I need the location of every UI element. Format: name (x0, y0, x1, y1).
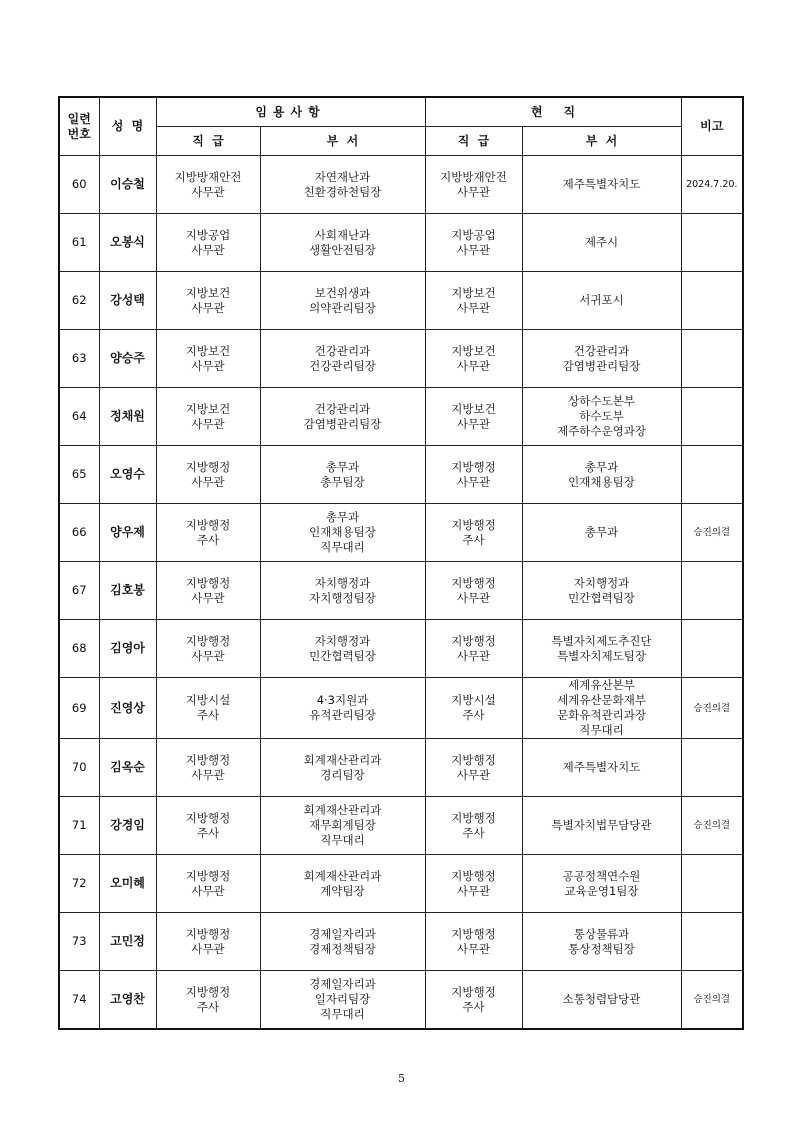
row-note (681, 272, 743, 330)
row-new-dept (260, 504, 425, 562)
row-cur-rank (425, 156, 522, 214)
row-cur-dept (522, 797, 681, 855)
table-row (59, 855, 743, 913)
row-new-dept-text: 회계재산관리과 경리팀장 (303, 752, 382, 782)
row-new-dept (260, 620, 425, 678)
row-new-rank-text: 지방시설 주사 (185, 693, 231, 722)
row-new-dept (260, 562, 425, 620)
row-new-rank (156, 388, 260, 446)
row-cur-dept-text: 서귀포시 (579, 293, 624, 307)
row-number (59, 678, 99, 739)
row-cur-dept (522, 913, 681, 971)
row-note (681, 913, 743, 971)
row-new-dept-text: 경제일자리과 경제정책팀장 (309, 926, 376, 956)
row-number-text: 62 (71, 293, 87, 307)
row-note (681, 971, 743, 1030)
row-cur-rank (425, 913, 522, 971)
header-note: 비고 (681, 97, 743, 156)
row-cur-rank-text: 지방행정 주사 (451, 517, 496, 547)
row-new-rank-text: 지방공업 사무관 (185, 227, 231, 257)
row-new-dept-text: 건강관리과 건강관리팀장 (309, 343, 376, 373)
row-cur-rank (425, 330, 522, 388)
row-name-text: 오미혜 (110, 876, 145, 890)
row-note (681, 388, 743, 446)
row-new-rank (156, 214, 260, 272)
row-new-rank (156, 739, 260, 797)
row-name-text: 오영수 (110, 467, 145, 481)
row-new-rank-text: 지방행정 사무관 (185, 459, 231, 489)
row-new-dept (260, 330, 425, 388)
row-cur-dept-text: 상하수도본부 하수도부 제주하수운영과장 (557, 394, 646, 438)
row-cur-dept-text: 총무과 (584, 525, 619, 539)
row-cur-rank-text: 지방행정 주사 (451, 810, 496, 840)
row-note-text: 승진의결 (693, 994, 731, 1005)
row-cur-rank (425, 388, 522, 446)
row-name (99, 797, 156, 855)
row-cur-dept-text: 건강관리과 감염병관리팀장 (562, 343, 641, 373)
row-number-text: 61 (71, 235, 87, 249)
row-cur-dept (522, 388, 681, 446)
row-new-rank-text: 지방행정 주사 (185, 517, 231, 547)
row-number (59, 214, 99, 272)
row-cur-dept (522, 330, 681, 388)
row-new-rank-text: 지방보건 사무관 (185, 343, 231, 373)
row-cur-dept-text: 제주시 (584, 235, 619, 249)
row-name-text: 김영아 (110, 641, 145, 655)
row-new-dept (260, 156, 425, 214)
row-note-text: 승진의결 (693, 702, 731, 714)
row-number (59, 971, 99, 1030)
row-cur-rank (425, 272, 522, 330)
row-number (59, 855, 99, 913)
row-cur-rank-text: 지방행정 사무관 (451, 459, 496, 489)
row-new-dept-text: 회계재산관리과 재무회계팀장 직무대리 (303, 803, 382, 847)
row-number (59, 272, 99, 330)
table-row (59, 620, 743, 678)
row-note-text: 2024.7.20. (686, 179, 738, 190)
row-new-dept-text: 자연재난과 친환경하천팀장 (303, 169, 382, 199)
header-cur-rank: 직 급 (425, 127, 522, 156)
row-number (59, 504, 99, 562)
row-cur-dept (522, 562, 681, 620)
row-cur-dept (522, 678, 681, 739)
row-new-dept-text: 보건위생과 의약관리팀장 (309, 285, 376, 315)
row-name-text: 양승주 (110, 351, 145, 365)
row-number-text: 63 (71, 351, 87, 365)
row-new-rank-text: 지방행정 사무관 (185, 633, 231, 663)
row-cur-dept-text: 자치행정과 민간협력팀장 (568, 575, 635, 605)
row-cur-rank (425, 971, 522, 1030)
row-cur-rank-text: 지방방재안전 사무관 (440, 169, 507, 199)
row-note (681, 678, 743, 739)
row-new-dept-text: 총무과 인재채용팀장 직무대리 (309, 510, 376, 554)
row-name-text: 김옥순 (110, 760, 145, 774)
header-current: 현 직 (425, 97, 681, 127)
table-row (59, 272, 743, 330)
row-number (59, 156, 99, 214)
row-name (99, 678, 156, 739)
row-name (99, 388, 156, 446)
row-new-rank-text: 지방방재안전 사무관 (174, 169, 242, 199)
row-cur-dept-text: 통상물류과 통상정책팀장 (568, 926, 635, 956)
row-new-rank-text: 지방행정 사무관 (185, 926, 231, 956)
row-number-text: 69 (71, 700, 87, 715)
row-cur-dept (522, 855, 681, 913)
row-name-text: 고민정 (110, 934, 145, 948)
row-cur-rank-text: 지방행정 사무관 (451, 926, 496, 956)
row-note (681, 156, 743, 214)
row-number-text: 70 (71, 760, 87, 774)
row-new-rank-text: 지방행정 사무관 (185, 868, 231, 898)
row-cur-rank-text: 지방행정 사무관 (451, 633, 496, 663)
table-row (59, 678, 743, 739)
row-cur-dept (522, 504, 681, 562)
row-number-text: 64 (71, 409, 87, 423)
table-row (59, 971, 743, 1030)
row-cur-dept-text: 총무과 인재채용팀장 (568, 459, 635, 489)
row-new-dept (260, 855, 425, 913)
row-number (59, 620, 99, 678)
row-note (681, 855, 743, 913)
header-new-rank: 직 급 (156, 127, 260, 156)
row-cur-rank (425, 214, 522, 272)
row-cur-rank (425, 855, 522, 913)
row-cur-rank (425, 678, 522, 739)
row-name (99, 971, 156, 1030)
row-cur-dept-text: 공공정책연수원 교육운영1팀장 (562, 868, 641, 898)
row-new-rank (156, 855, 260, 913)
row-note-text: 승진의결 (693, 820, 731, 831)
row-cur-dept-text: 특별자치제도추진단 특별자치제도팀장 (551, 633, 652, 663)
row-new-dept (260, 678, 425, 739)
row-cur-rank-text: 지방행정 사무관 (451, 868, 496, 898)
row-number-text: 72 (71, 876, 87, 890)
row-new-rank (156, 156, 260, 214)
row-new-rank (156, 504, 260, 562)
row-new-dept (260, 272, 425, 330)
table-row (59, 156, 743, 214)
header-appointment: 임용사항 (156, 97, 425, 127)
row-cur-rank-text: 지방행정 주사 (451, 984, 496, 1014)
row-number (59, 913, 99, 971)
table-row (59, 214, 743, 272)
row-name (99, 620, 156, 678)
row-name-text: 오봉식 (110, 235, 145, 249)
row-cur-dept (522, 620, 681, 678)
page-number: 5 (398, 1072, 405, 1085)
row-new-dept (260, 446, 425, 504)
row-cur-rank (425, 739, 522, 797)
row-name (99, 446, 156, 504)
row-new-rank (156, 272, 260, 330)
row-new-rank-text: 지방행정 사무관 (185, 575, 231, 605)
row-new-dept-text: 회계재산관리과 계약팀장 (303, 868, 382, 898)
row-new-dept-text: 건강관리과 감염병관리팀장 (303, 401, 382, 431)
row-name (99, 272, 156, 330)
row-new-dept (260, 913, 425, 971)
row-new-rank-text: 지방보건 사무관 (185, 285, 231, 315)
row-number-text: 60 (71, 177, 87, 191)
row-name (99, 156, 156, 214)
row-cur-rank-text: 지방시설 주사 (451, 693, 496, 722)
row-new-rank-text: 지방행정 사무관 (185, 752, 231, 782)
row-name (99, 739, 156, 797)
row-name (99, 504, 156, 562)
row-note (681, 739, 743, 797)
table-row (59, 330, 743, 388)
row-cur-dept-text: 제주특별자치도 (562, 177, 641, 191)
row-number-text: 65 (71, 467, 87, 481)
row-new-rank (156, 678, 260, 739)
row-new-rank-text: 지방행정 주사 (185, 810, 231, 840)
row-name-text: 진영상 (110, 700, 145, 715)
row-new-dept-text: 경제일자리과 일자리팀장 직무대리 (309, 977, 376, 1021)
row-cur-rank (425, 562, 522, 620)
row-note (681, 562, 743, 620)
row-number-text: 74 (71, 992, 87, 1006)
row-new-dept-text: 사회재난과 생활안전팀장 (309, 227, 376, 257)
row-note (681, 330, 743, 388)
row-number-text: 67 (71, 583, 87, 597)
row-cur-dept (522, 156, 681, 214)
row-name (99, 330, 156, 388)
row-name (99, 855, 156, 913)
row-new-rank (156, 330, 260, 388)
table-row (59, 797, 743, 855)
row-cur-dept-text: 소통청렴담당관 (562, 992, 641, 1006)
row-note (681, 446, 743, 504)
row-number (59, 388, 99, 446)
row-cur-rank-text: 지방보건 사무관 (451, 401, 496, 431)
header-cur-dept: 부 서 (522, 127, 681, 156)
row-cur-dept-text: 세계유산본부 세계유산문화재부 문화유적관리과장 직무대리 (557, 678, 646, 737)
table-row (59, 504, 743, 562)
row-number (59, 330, 99, 388)
table-row (59, 446, 743, 504)
row-name (99, 913, 156, 971)
row-cur-dept-text: 특별자치법무담당관 (551, 818, 652, 832)
row-cur-rank-text: 지방공업 사무관 (451, 227, 496, 257)
row-cur-rank-text: 지방보건 사무관 (451, 285, 496, 315)
row-note (681, 214, 743, 272)
row-name-text: 이승철 (110, 177, 145, 191)
row-new-rank (156, 971, 260, 1030)
row-note (681, 620, 743, 678)
row-note (681, 504, 743, 562)
row-new-dept (260, 214, 425, 272)
row-new-rank (156, 913, 260, 971)
header-name: 성 명 (99, 97, 156, 156)
row-name-text: 강성택 (110, 293, 145, 307)
row-cur-dept (522, 446, 681, 504)
row-cur-dept-text: 제주특별자치도 (562, 760, 641, 774)
row-cur-rank-text: 지방행정 사무관 (451, 575, 496, 605)
row-cur-rank (425, 446, 522, 504)
row-cur-rank-text: 지방보건 사무관 (451, 343, 496, 373)
row-name-text: 양우제 (110, 525, 145, 539)
row-new-rank (156, 797, 260, 855)
row-cur-rank (425, 620, 522, 678)
row-new-rank (156, 446, 260, 504)
row-new-dept (260, 971, 425, 1030)
row-cur-dept (522, 214, 681, 272)
row-name-text: 정채원 (110, 409, 145, 423)
row-number (59, 739, 99, 797)
table-row (59, 913, 743, 971)
row-name (99, 562, 156, 620)
row-cur-rank (425, 797, 522, 855)
header-seq: 일련 번호 (59, 97, 99, 156)
row-name-text: 강경임 (110, 818, 145, 832)
row-cur-dept (522, 739, 681, 797)
row-new-rank-text: 지방보건 사무관 (185, 401, 231, 431)
row-new-dept-text: 자치행정과 민간협력팀장 (309, 633, 376, 663)
row-new-dept-text: 4·3지원과 유적관리팀장 (309, 693, 376, 722)
row-number (59, 446, 99, 504)
row-number-text: 68 (71, 641, 87, 655)
row-cur-dept (522, 272, 681, 330)
row-note-text: 승진의결 (693, 527, 731, 538)
header-new-dept: 부 서 (260, 127, 425, 156)
row-name (99, 214, 156, 272)
row-number (59, 562, 99, 620)
row-new-rank (156, 620, 260, 678)
row-cur-rank (425, 504, 522, 562)
row-number-text: 71 (71, 818, 87, 832)
row-cur-dept (522, 971, 681, 1030)
row-new-rank-text: 지방행정 주사 (185, 984, 231, 1014)
row-number (59, 797, 99, 855)
row-name-text: 김호봉 (110, 583, 145, 597)
row-name-text: 고영찬 (110, 992, 145, 1006)
row-note (681, 797, 743, 855)
row-number-text: 66 (71, 525, 87, 539)
row-new-dept-text: 총무과 총무팀장 (320, 459, 365, 489)
row-cur-rank-text: 지방행정 사무관 (451, 752, 496, 782)
table-row (59, 388, 743, 446)
table-row (59, 739, 743, 797)
row-number-text: 73 (71, 934, 87, 948)
row-new-dept-text: 자치행정과 자치행정팀장 (309, 575, 376, 605)
row-new-rank (156, 562, 260, 620)
table-row (59, 562, 743, 620)
row-new-dept (260, 797, 425, 855)
row-new-dept (260, 739, 425, 797)
personnel-table (58, 96, 744, 1030)
row-new-dept (260, 388, 425, 446)
